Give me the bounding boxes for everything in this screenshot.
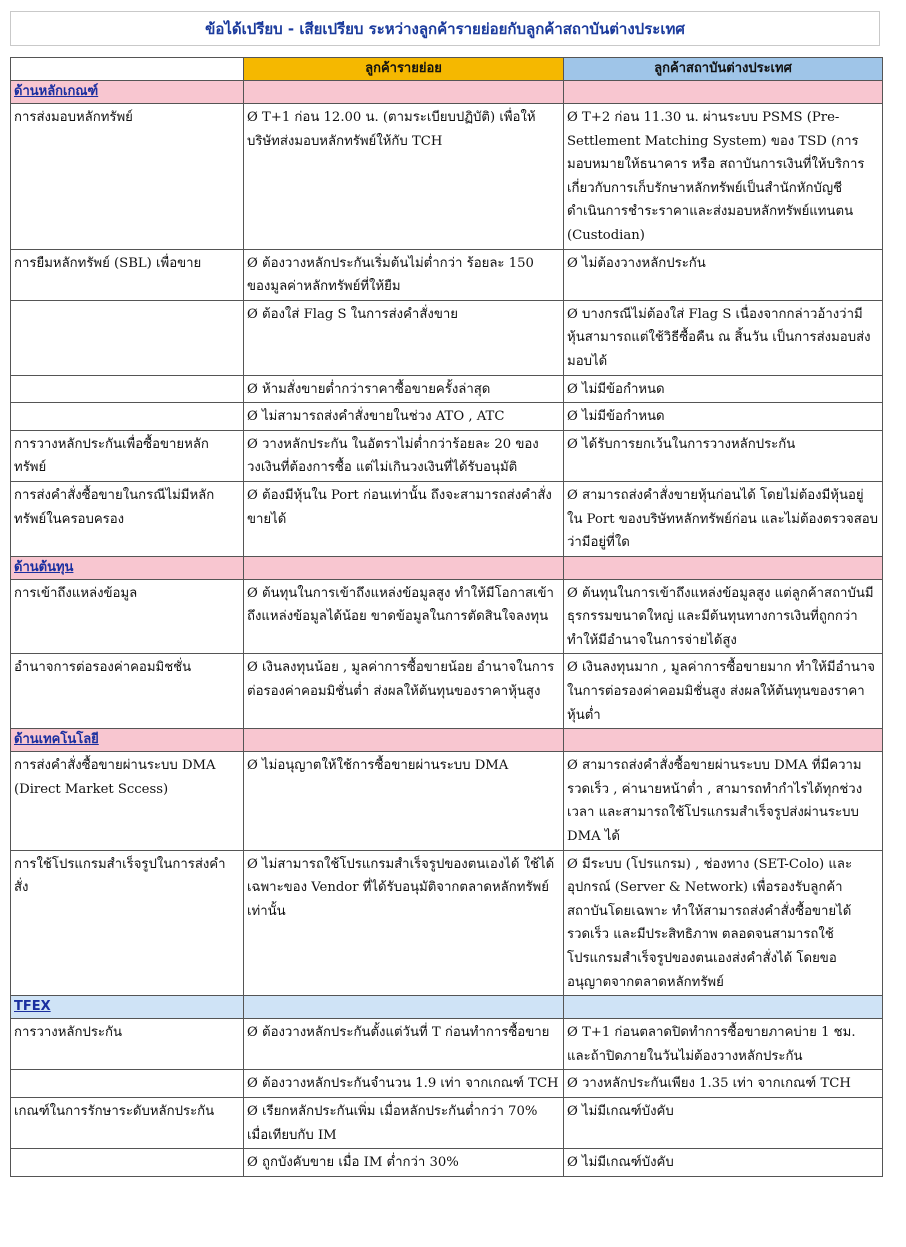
table-row — [11, 579, 883, 654]
header-institutional: ลูกค้าสถาบันต่างประเทศ — [564, 58, 883, 81]
section-label — [11, 81, 244, 104]
retail-cell: Ø เรียกหลักประกันเพิ่ม เมื่อหลักประกันต่ำกว่า 70% เมื่อเทียบกับ IM — [244, 1097, 564, 1148]
retail-cell: Ø ไม่สามารถส่งคำสั่งขายในช่วง ATO , ATC — [244, 403, 564, 431]
section-row-criteria — [11, 81, 883, 104]
topic-cell: การวางหลักประกันเพื่อซื้อขายหลักทรัพย์ — [11, 430, 244, 481]
institutional-cell: Ø บางกรณีไม่ต้องใส่ Flag S เนื่องจากกล่าวอ้างว่ามีหุ้นสามารถแต่ใช้วิธีซื้อคืน ณ สิ้นวัน เป็นการส่งมอบส่งมอบได้ — [564, 300, 883, 375]
retail-cell: Ø ต้องใส่ Flag S ในการส่งคำสั่งขาย — [244, 300, 564, 375]
header-row — [11, 58, 883, 81]
retail-cell: Ø ต้องมีหุ้นใน Port ก่อนเท่านั้น ถึงจะสามารถส่งคำสั่งขายได้ — [244, 481, 564, 556]
table-row — [11, 654, 883, 729]
topic-cell: อำนาจการต่อรองค่าคอมมิชชั่น — [11, 654, 244, 729]
section-title: TFEX — [14, 999, 51, 1015]
topic-cell: การส่งคำสั่งซื้อขายในกรณีไม่มีหลักทรัพย์ในครอบครอง — [11, 481, 244, 556]
institutional-cell: Ø มีระบบ (โปรแกรม) , ช่องทาง (SET-Colo) และอุปกรณ์ (Server & Network) เพื่อรองรับลูกค้าสถาบันโดยเฉพาะ ทำให้สามารถส่งคำสั่งซื้อขายได้รวดเร็ว และมีประสิทธิภาพ ตลอดจนสามารถใช้โปรแกรมสำเร็จรูปของตนเองส่งคำสั่งได้ โดยขออนุญาตจากตลาดหลักทรัพย์ — [564, 850, 883, 996]
section-row-cost — [11, 556, 883, 579]
section-row-tfex — [11, 996, 883, 1019]
retail-cell: Ø T+1 ก่อน 12.00 น. (ตามระเบียบปฏิบัติ) เพื่อให้บริษัทส่งมอบหลักทรัพย์ให้กับ TCH — [244, 104, 564, 250]
table-row — [11, 249, 883, 300]
topic-cell: การส่งคำสั่งซื้อขายผ่านระบบ DMA (Direct Market Sccess) — [11, 752, 244, 850]
institutional-cell: Ø ไม่มีเกณฑ์บังคับ — [564, 1149, 883, 1177]
header-topic — [11, 58, 244, 81]
topic-cell: เกณฑ์ในการรักษาระดับหลักประกัน — [11, 1097, 244, 1148]
document-title-box — [10, 11, 880, 46]
section-title: ด้านเทคโนโลยี — [14, 732, 99, 748]
institutional-cell: Ø T+2 ก่อน 11.30 น. ผ่านระบบ PSMS (Pre-Settlement Matching System) ของ TSD (การมอบหมายให้ธนาคาร หรือ สถาบันการเงินที่ให้บริการเกี่ยวกับการเก็บรักษาหลักทรัพย์เป็นสำนักหักบัญชี ดำเนินการชำระราคาและส่งมอบหลักทรัพย์แทนตน (Custodian) — [564, 104, 883, 250]
topic-cell — [11, 1070, 244, 1098]
institutional-cell: Ø T+1 ก่อนตลาดปิดทำการซื้อขายภาคบ่าย 1 ชม. และถ้าปิดภายในวันไม่ต้องวางหลักประกัน — [564, 1019, 883, 1070]
institutional-cell: Ø ไม่มีข้อกำหนด — [564, 403, 883, 431]
institutional-cell: Ø ไม่ต้องวางหลักประกัน — [564, 249, 883, 300]
topic-cell: การใช้โปรแกรมสำเร็จรูปในการส่งคำสั่ง — [11, 850, 244, 996]
topic-cell: การยืมหลักทรัพย์ (SBL) เพื่อขาย — [11, 249, 244, 300]
table-row — [11, 1097, 883, 1148]
table-row — [11, 481, 883, 556]
table-row — [11, 1070, 883, 1098]
retail-cell: Ø ไม่อนุญาตให้ใช้การซื้อขายผ่านระบบ DMA — [244, 752, 564, 850]
table-row — [11, 403, 883, 431]
section-label — [11, 556, 244, 579]
retail-cell: Ø ต้นทุนในการเข้าถึงแหล่งข้อมูลสูง ทำให้มีโอกาสเข้าถึงแหล่งข้อมูลได้น้อย ขาดข้อมูลในการตัดสินใจลงทุน — [244, 579, 564, 654]
section-row-technology — [11, 729, 883, 752]
section-label — [11, 996, 244, 1019]
institutional-cell: Ø ต้นทุนในการเข้าถึงแหล่งข้อมูลสูง แต่ลูกค้าสถาบันมีธุรกรรมขนาดใหญ่ และมีต้นทุนทางการเงินที่ถูกกว่า ทำให้มีอำนาจในการจ่ายได้สูง — [564, 579, 883, 654]
topic-cell — [11, 300, 244, 375]
retail-cell: Ø ต้องวางหลักประกันจำนวน 1.9 เท่า จากเกณฑ์ TCH — [244, 1070, 564, 1098]
retail-cell: Ø ต้องวางหลักประกันตั้งแต่วันที่ T ก่อนทำการซื้อขาย — [244, 1019, 564, 1070]
table-row — [11, 850, 883, 996]
table-row — [11, 1149, 883, 1177]
retail-cell: Ø เงินลงทุนน้อย , มูลค่าการซื้อขายน้อย อำนาจในการต่อรองค่าคอมมิชั่นต่ำ ส่งผลให้ต้นทุนของราคาหุ้นสูง — [244, 654, 564, 729]
retail-cell: Ø ต้องวางหลักประกันเริ่มต้นไม่ต่ำกว่า ร้อยละ 150 ของมูลค่าหลักทรัพย์ที่ให้ยืม — [244, 249, 564, 300]
table-row — [11, 752, 883, 850]
institutional-cell: Ø ได้รับการยกเว้นในการวางหลักประกัน — [564, 430, 883, 481]
table-row — [11, 104, 883, 250]
header-retail: ลูกค้ารายย่อย — [244, 58, 564, 81]
document-title: ข้อได้เปรียบ - เสียเปรียบ ระหว่างลูกค้ารายย่อยกับลูกค้าสถาบันต่างประเทศ — [205, 19, 685, 38]
institutional-cell: Ø ไม่มีข้อกำหนด — [564, 375, 883, 403]
institutional-cell: Ø สามารถส่งคำสั่งขายหุ้นก่อนได้ โดยไม่ต้องมีหุ้นอยู่ใน Port ของบริษัทหลักทรัพย์ก่อน และไม่ต้องตรวจสอบว่ามีอยู่ที่ใด — [564, 481, 883, 556]
institutional-cell: Ø เงินลงทุนมาก , มูลค่าการซื้อขายมาก ทำให้มีอำนาจในการต่อรองค่าคอมมิชั่นสูง ส่งผลให้ต้นทุนของราคาหุ้นต่ำ — [564, 654, 883, 729]
section-title: ด้านหลักเกณฑ์ — [14, 84, 99, 99]
section-label — [11, 729, 244, 752]
topic-cell — [11, 403, 244, 431]
table-row — [11, 1019, 883, 1070]
topic-cell: การวางหลักประกัน — [11, 1019, 244, 1070]
retail-cell: Ø ถูกบังคับขาย เมื่อ IM ต่ำกว่า 30% — [244, 1149, 564, 1177]
institutional-cell: Ø สามารถส่งคำสั่งซื้อขายผ่านระบบ DMA ที่มีความรวดเร็ว , ค่านายหน้าต่ำ , สามารถทำกำไรได้ทุกช่วงเวลา และสามารถใช้โปรแกรมสำเร็จรูปส่งผ่านระบบ DMA ได้ — [564, 752, 883, 850]
topic-cell — [11, 1149, 244, 1177]
retail-cell: Ø วางหลักประกัน ในอัตราไม่ต่ำกว่าร้อยละ 20 ของวงเงินที่ต้องการซื้อ แต่ไม่เกินวงเงินที่ได้รับอนุมัติ — [244, 430, 564, 481]
topic-cell: การเข้าถึงแหล่งข้อมูล — [11, 579, 244, 654]
table-row — [11, 300, 883, 375]
table-row — [11, 430, 883, 481]
topic-cell: การส่งมอบหลักทรัพย์ — [11, 104, 244, 250]
retail-cell: Ø ห้ามสั่งขายต่ำกว่าราคาซื้อขายครั้งล่าสุด — [244, 375, 564, 403]
topic-cell — [11, 375, 244, 403]
section-title: ด้านต้นทุน — [14, 559, 74, 575]
table-row — [11, 375, 883, 403]
retail-cell: Ø ไม่สามารถใช้โปรแกรมสำเร็จรูปของตนเองได้ ใช้ได้เฉพาะของ Vendor ที่ได้รับอนุมัติจากตลาดหลักทรัพย์เท่านั้น — [244, 850, 564, 996]
institutional-cell: Ø ไม่มีเกณฑ์บังคับ — [564, 1097, 883, 1148]
institutional-cell: Ø วางหลักประกันเพียง 1.35 เท่า จากเกณฑ์ TCH — [564, 1070, 883, 1098]
comparison-table — [10, 57, 883, 1177]
